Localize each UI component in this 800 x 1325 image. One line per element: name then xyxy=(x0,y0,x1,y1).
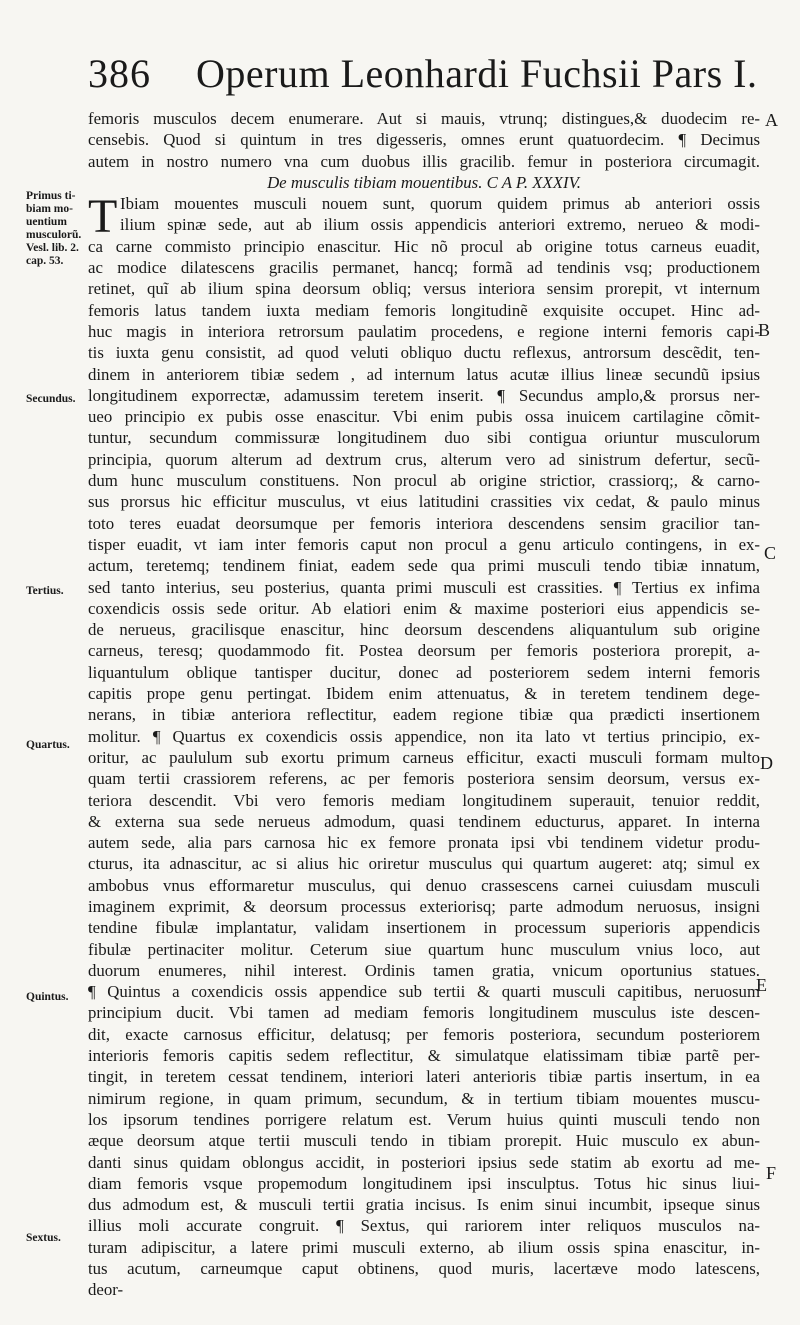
text-line: censebis. Quod si quintum in tres digesseris, omnes erunt quatuordecim. ¶ Decimus xyxy=(88,130,760,150)
margin-note-line: biam mo- xyxy=(26,203,73,215)
text-line: sus prorsus hic efficitur musculus, vt eius latitudini crassities vix cedat, & paulo minus xyxy=(88,492,760,512)
margin-note-quintus: Quintus. xyxy=(26,991,69,1003)
margin-note-tertius: Tertius. xyxy=(26,585,64,597)
margin-note-line: uentium xyxy=(26,216,67,228)
text-line: los ipsorum tendines porrigere relatum est. Verum huius quinti musculi tendo non xyxy=(88,1109,760,1129)
text-line: actum, teretemq; tendinem finiat, eadem sede qua primi musculi tendo tibiæ innatum, xyxy=(88,556,760,576)
text-line: interioris femoris capitis sedem reflectitur, & simulatque elatissimam tibiæ partẽ per- xyxy=(88,1046,760,1066)
text-line: tus acutum, carneumque caput obtinens, quod muris, lacertæve modo latescens, xyxy=(88,1259,760,1279)
text-line: diam femoris vsque propemodum longitudinem ipsi insculptus. Totus hic sinus liui- xyxy=(88,1173,760,1193)
text-line: femoris latus tandem iuxta mediam femoris longitudinẽ exquisite occupet. Hinc ad- xyxy=(88,300,760,320)
text-line: quam tertii crassiorem referens, ac per femoris posteriora sensim deorsum, versus ex- xyxy=(88,769,760,789)
section-letter-b: B xyxy=(758,320,771,340)
margin-note-line: Primus ti- xyxy=(26,190,76,202)
margin-note-line: Vesl. lib. 2. xyxy=(26,242,79,254)
text-line: tisper euadit, vt iam inter femoris caput non procul a genu articulo contingens, in ex- xyxy=(88,534,760,554)
margin-note-sextus: Sextus. xyxy=(26,1232,61,1244)
margin-note-line: musculorũ. xyxy=(26,229,82,241)
text-line: æque deorsum atque tertii musculi tendo in tibiam prorepit. Huic musculo ex abun- xyxy=(88,1131,760,1151)
text-line: fibulæ pertinaciter molitur. Ceterum siue quartum hunc musculum vnius loco, aut xyxy=(88,939,760,959)
text-line: cturus, ita adnascitur, ac si alius hic oriretur musculus qui quartum augeret: atq; simul ex xyxy=(88,854,760,874)
margin-note-quartus: Quartus. xyxy=(26,739,70,751)
text-line: nerans, in tibiæ anteriora reflectitur, eadem regione tibiæ qua prædicti insertionem xyxy=(88,705,760,725)
section-letter-e: E xyxy=(756,975,767,995)
running-head: Operum Leonhardi Fuchsii Pars I. xyxy=(196,51,758,96)
text-line: tuntur, secundum commissuræ longitudinem duo sibi contigua oriuntur musculorum xyxy=(88,428,760,448)
text-line: ambobus vnus efformaretur musculus, qui denuo crassescens carnei cuiusdam musculi xyxy=(88,875,760,895)
margin-note-primus xyxy=(26,190,86,268)
chapter-heading: De musculis tibiam mouentibus. C A P. XXXIV. xyxy=(267,172,581,192)
text-line: imaginem exprimit, & deorsum processus exteriorisq; parte admodum neruosus, insigni xyxy=(88,896,760,916)
text-line: capitis prope genu pertingat. Ibidem enim attenuatus, & in teretem tendinem dege- xyxy=(88,684,760,704)
drop-cap: T xyxy=(88,190,118,244)
text-line: dus admodum est, & musculi tertii gratia incisus. Is enim sinui incumbit, ipseque sinus xyxy=(88,1195,760,1215)
text-line: autem in nostro numero vna cum duobus illis gracilib. femur in posteriora circumagit. xyxy=(88,151,760,171)
text-line: toto teres euadat deorsumque per femoris interiora descendens sensim gracilior tan- xyxy=(88,513,760,533)
catchword xyxy=(88,1301,760,1322)
page-number: 386 xyxy=(88,51,151,96)
margin-note-secundus: Secundus. xyxy=(26,393,76,405)
section-letter-f: F xyxy=(766,1163,777,1183)
text-line: ¶ Quintus a coxendicis ossis appendice sub tertii & quarti musculi capitibus, neruosum xyxy=(88,982,760,1002)
text-line: nimirum regione, in quam primum, secundum, & in tertium tibiam mouentes muscu- xyxy=(88,1088,760,1108)
text-line: dit, exacte carnosus efficitur, delatusq; per femoris posteriora, secundum posteriorem xyxy=(88,1024,760,1044)
text-line: autem sede, alia pars carnosa hic ex femore pronata ipsi vbi tendinem videtur produ- xyxy=(88,833,760,853)
text-line: deor- xyxy=(88,1280,124,1300)
text-line: teriora descendit. Vbi vero femoris mediam longitudinem superauit, tenuior reddit, xyxy=(88,790,760,810)
text-line: de nerueus, gracilisque enascitur, hinc deorsum descendens aliquantulum sub origine xyxy=(88,620,760,640)
text-line: oritur, ac paululum sub exortu primum carneus efficitur, exacti musculi formam multo xyxy=(88,747,760,767)
page-header xyxy=(88,50,788,100)
text-line: retinet, quĩ ab ilium spina deorsum obliq; versus interiora sensim prorepit, vt internum xyxy=(88,279,760,299)
body-text xyxy=(88,108,760,1322)
text-line: duorum enumeres, nihil interest. Ordinis tamen gratia, vnicum oportunius statues. xyxy=(88,960,760,980)
text-line: Ibiam mouentes musculi nouem sunt, quorum quidem primus ab anteriori ossis xyxy=(120,194,760,214)
text-line: turam adipiscitur, a latere primi musculi externo, ab ilium ossis spina enascitur, in- xyxy=(88,1237,760,1257)
text-line: huc magis in interiora retrorsum paulatim procedens, e regione interni femoris capi- xyxy=(88,321,760,341)
text-line: ilium spinæ sede, aut ab ilium ossis appendicis anteriori extremo, nerueo & modi- xyxy=(120,215,760,235)
text-line: ca carne commisto principio enascitur. Hic nõ procul ab origine totus carneus euadit, xyxy=(88,236,760,256)
text-line: liquantulum oblique tantisper ducitur, donec ad posteriorem sedem interni femoris xyxy=(88,662,760,682)
text-line: dum hunc musculum constituens. Non procul ab origine strictior, crassiorq;, & carno- xyxy=(88,471,760,491)
text-line: illius moli accurate congruit. ¶ Sextus, qui rariorem inter reliquos musculos na- xyxy=(88,1216,760,1236)
text-line: ac modice dilatescens gracilis permanet, hancq; formã ad tendinis vsq; productionem xyxy=(88,258,760,278)
text-line: principium ducit. Vbi tamen ad mediam femoris longitudinem musculus iste descen- xyxy=(88,1003,760,1023)
text-line: molitur. ¶ Quartus ex coxendicis ossis appendice, non ita lato vt tertius principio, ex- xyxy=(88,726,760,746)
text-line: tis iuxta genu consistit, ad quod veluti obliquo ductu reflexus, antrorsum descẽdit, ten- xyxy=(88,343,760,363)
section-letter-c: C xyxy=(764,543,777,563)
margin-note-line: cap. 53. xyxy=(26,255,64,267)
text-line: danti sinus quidam oblongus accidit, in posteriori ipsius sede statim ab exortu ad me- xyxy=(88,1152,760,1172)
text-line: dinem in anteriorem tibiæ sedem , ad internum latus acutæ illius lineæ secundũ ipsius xyxy=(88,364,760,384)
text-line: ueo principio ex pubis osse enascitur. Vbi enim pubis ossa inuicem cartilagine cõmit- xyxy=(88,407,760,427)
text-line: carneus, teresq; quodammodo fit. Postea deorsum per femoris posteriora prorepit, a- xyxy=(88,641,760,661)
text-line: principia, quorum alterum ad dextrum crus, alterum vero ad sinistrum defertur, secũ- xyxy=(88,449,760,469)
text-line: sed tanto interius, seu posterius, quanta primi musculi est crassities. ¶ Tertius ex infima xyxy=(88,577,760,597)
text-line: tendine fibulæ implantatur, validam insertionem in processum superioris appendicis xyxy=(88,918,760,938)
dropcap-paragraph xyxy=(88,190,760,244)
text-line: coxendicis ossis sede oritur. Ab elatiori enim & maxime posteriori eius appendicis se- xyxy=(88,598,760,618)
text-line: tingit, in teretem cessat tendinem, interiori lateri anterioris tibiæ partis insertum, in ea xyxy=(88,1067,760,1087)
section-letter-a: A xyxy=(765,110,778,130)
text-line: femoris musculos decem enumerare. Aut si mauis, vtrunq; distingues,& duodecim re- xyxy=(88,109,760,128)
text-line: longitudinem exporrectæ, adamussim teretem inserit. ¶ Secundus amplo,& prorsus ner- xyxy=(88,385,760,405)
section-letter-d: D xyxy=(760,753,773,773)
text-line: & externa sua sede nerueus admodum, quasi tendinem educturus, apparet. In interna xyxy=(88,811,760,831)
